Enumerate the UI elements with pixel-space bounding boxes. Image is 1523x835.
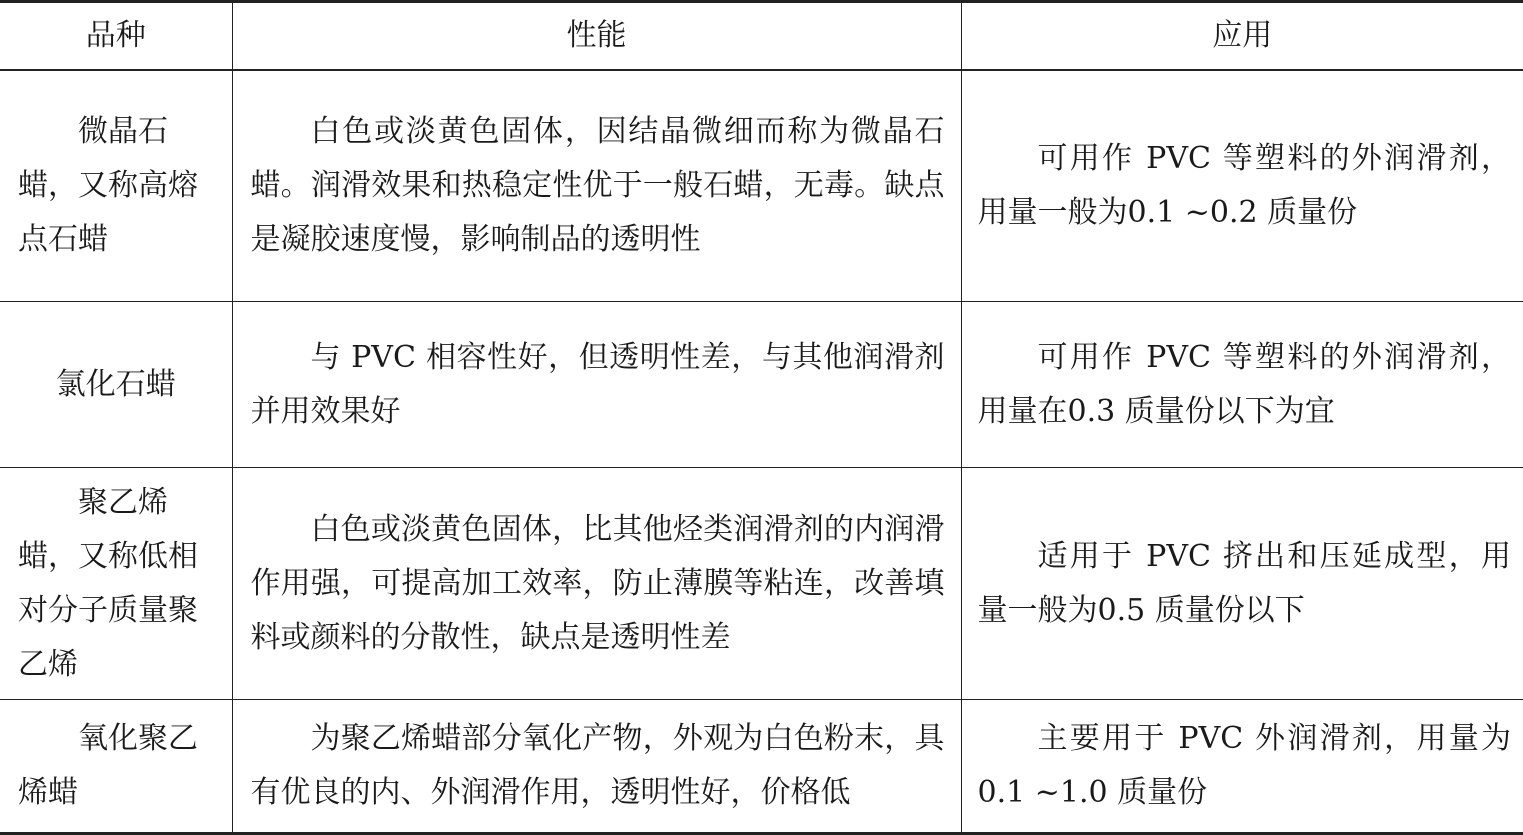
- table-row: [0, 70, 1523, 302]
- table-row: [0, 302, 1523, 468]
- performance-cell: 为聚乙烯蜡部分氧化产物，外观为白色粉末，具有优良的内、外润滑作用，透明性好，价格低: [232, 700, 961, 834]
- application-cell: 主要用于 PVC 外润滑剂，用量为0.1 ~1.0 质量份: [961, 700, 1523, 834]
- performance-cell: 白色或淡黄色固体，因结晶微细而称为微晶石蜡。润滑效果和热稳定性优于一般石蜡，无毒。缺点是凝胶速度慢，影响制品的透明性: [232, 70, 961, 302]
- performance-cell: 白色或淡黄色固体，比其他烃类润滑剂的内润滑作用强，可提高加工效率，防止薄膜等粘连，改善填料或颜料的分散性，缺点是透明性差: [232, 468, 961, 700]
- table-header-row: [0, 2, 1523, 70]
- header-performance: 性能: [232, 2, 961, 70]
- application-cell: 适用于 PVC 挤出和压延成型，用量一般为0.5 质量份以下: [961, 468, 1523, 700]
- variety-cell: 氯化石蜡: [0, 302, 232, 468]
- application-cell: 可用作 PVC 等塑料的外润滑剂，用量在0.3 质量份以下为宜: [961, 302, 1523, 468]
- application-cell: 可用作 PVC 等塑料的外润滑剂，用量一般为0.1 ~0.2 质量份: [961, 70, 1523, 302]
- header-variety: 品种: [0, 2, 232, 70]
- header-application: 应用: [961, 2, 1523, 70]
- variety-cell: 聚乙烯蜡，又称低相对分子质量聚乙烯: [0, 468, 232, 700]
- variety-cell: 氧化聚乙烯蜡: [0, 700, 232, 834]
- table-row: [0, 700, 1523, 834]
- performance-cell: 与 PVC 相容性好，但透明性差，与其他润滑剂并用效果好: [232, 302, 961, 468]
- variety-cell: 微晶石蜡，又称高熔点石蜡: [0, 70, 232, 302]
- table-row: [0, 468, 1523, 700]
